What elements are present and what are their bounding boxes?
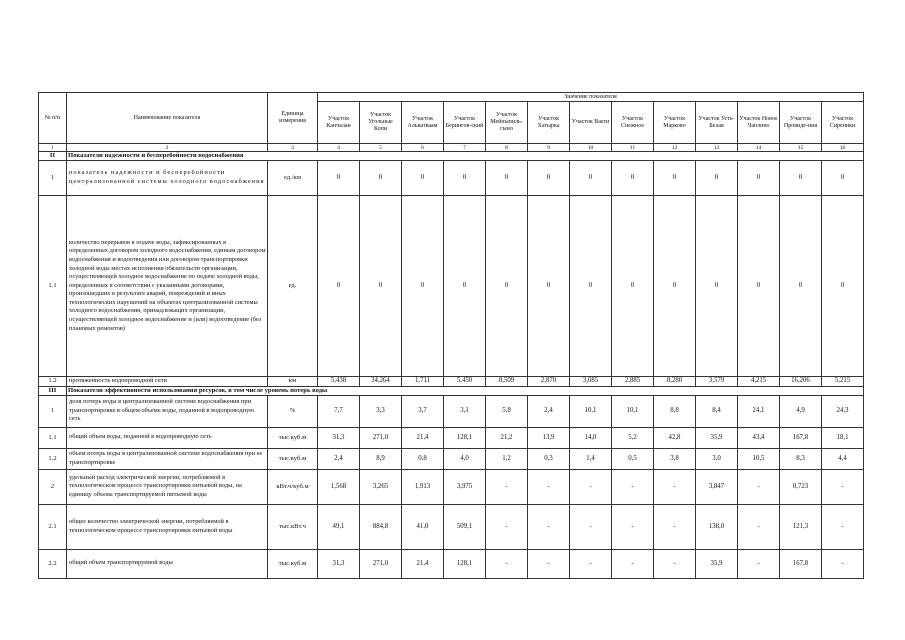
indicator-value: 0 bbox=[318, 196, 360, 377]
indicator-value: 0 bbox=[402, 196, 444, 377]
indicator-value: 2,4 bbox=[318, 448, 360, 469]
section-number: III bbox=[39, 386, 67, 395]
indicator-value: - bbox=[822, 504, 864, 549]
indicator-value: 0 bbox=[444, 196, 486, 377]
section-title: Показатели надежности и бесперебойности водоснабжения bbox=[67, 152, 864, 161]
indicator-value: 509,1 bbox=[444, 504, 486, 549]
indicator-value: 0 bbox=[738, 161, 780, 196]
indicator-name: общий объем транспортируемой воды bbox=[67, 549, 268, 578]
indicator-value: 5,2 bbox=[612, 427, 654, 448]
indicator-value: 167,8 bbox=[780, 549, 822, 578]
indicator-value: 0 bbox=[570, 161, 612, 196]
indicator-value: 0,8 bbox=[402, 448, 444, 469]
indicator-value: 3,0 bbox=[696, 448, 738, 469]
column-number: 9 bbox=[528, 144, 570, 152]
row-number: 1.1 bbox=[39, 427, 67, 448]
indicator-value: 8,9 bbox=[360, 448, 402, 469]
indicator-value: 4,4 bbox=[822, 448, 864, 469]
indicator-value: 0 bbox=[822, 161, 864, 196]
indicator-value: 5,450 bbox=[444, 377, 486, 387]
indicator-value: 3,3 bbox=[360, 395, 402, 427]
indicator-value: 0 bbox=[612, 161, 654, 196]
indicator-value: 121,3 bbox=[780, 504, 822, 549]
column-number: 8 bbox=[486, 144, 528, 152]
indicator-value: 5,8 bbox=[486, 395, 528, 427]
indicator-value: 8,280 bbox=[654, 377, 696, 387]
column-number: 3 bbox=[268, 144, 318, 152]
row-number: 1.1 bbox=[39, 196, 67, 377]
column-number: 1 bbox=[39, 144, 67, 152]
column-number: 10 bbox=[570, 144, 612, 152]
indicator-value: 21,4 bbox=[402, 549, 444, 578]
indicator-value: 21,2 bbox=[486, 427, 528, 448]
table-row bbox=[39, 504, 864, 549]
indicator-value: 0 bbox=[444, 161, 486, 196]
header-plot: Участок Алькатваам bbox=[402, 102, 444, 144]
column-number: 2 bbox=[67, 144, 268, 152]
indicator-value: 5,215 bbox=[822, 377, 864, 387]
header-plot: Участок Берингов-ский bbox=[444, 102, 486, 144]
indicator-value: 4,0 bbox=[444, 448, 486, 469]
header-plot: Участок Канчалан bbox=[318, 102, 360, 144]
row-number: 1 bbox=[39, 161, 67, 196]
indicator-value: 31,3 bbox=[318, 549, 360, 578]
indicator-name: объем потерь воды в централизованной системе водоснабжения при ее транспортировке bbox=[67, 448, 268, 469]
indicator-value: 1,2 bbox=[486, 448, 528, 469]
indicator-value: 41,0 bbox=[402, 504, 444, 549]
indicator-value: - bbox=[528, 469, 570, 504]
indicator-value: - bbox=[570, 549, 612, 578]
indicator-value: 0 bbox=[486, 196, 528, 377]
header-plot: Участок Провиде-ния bbox=[780, 102, 822, 144]
column-number: 7 bbox=[444, 144, 486, 152]
indicator-value: 0 bbox=[738, 196, 780, 377]
table-row bbox=[39, 549, 864, 578]
indicator-value: - bbox=[612, 469, 654, 504]
indicator-value: - bbox=[654, 549, 696, 578]
indicator-value: 1,4 bbox=[570, 448, 612, 469]
indicator-name: доля потерь воды в централизованной системе водоснабжения при транспортировке в общем объеме воды, поданной в водопроводную сеть bbox=[67, 395, 268, 427]
indicator-name: общее количество электрической энергии, потребляемой в технологическом процессе транспортировки питьевой воды bbox=[67, 504, 268, 549]
header-no: № п/п bbox=[39, 93, 67, 144]
table-row bbox=[39, 196, 864, 377]
indicator-value: 0 bbox=[780, 196, 822, 377]
table-row bbox=[39, 427, 864, 448]
indicator-unit: ед. bbox=[268, 196, 318, 377]
indicator-value: 0 bbox=[696, 161, 738, 196]
indicator-value: 0,723 bbox=[780, 469, 822, 504]
indicator-unit: ед./км bbox=[268, 161, 318, 196]
indicator-value: 3,7 bbox=[402, 395, 444, 427]
indicator-unit: тыс.куб.м bbox=[268, 448, 318, 469]
indicator-value: 10,1 bbox=[570, 395, 612, 427]
indicator-value: 128,1 bbox=[444, 549, 486, 578]
column-number: 14 bbox=[738, 144, 780, 152]
indicator-value: 3,8 bbox=[654, 448, 696, 469]
indicator-value: 0,5 bbox=[612, 448, 654, 469]
header-plot: Участок Усть-Белая bbox=[696, 102, 738, 144]
indicator-value: - bbox=[738, 549, 780, 578]
indicator-name: общий объем воды, поданной в водопроводную сеть bbox=[67, 427, 268, 448]
header-plot: Участок Сиреники bbox=[822, 102, 864, 144]
indicator-value: 3,265 bbox=[360, 469, 402, 504]
indicator-value: 0 bbox=[570, 196, 612, 377]
indicator-value: - bbox=[570, 469, 612, 504]
document-page bbox=[38, 92, 864, 579]
indicator-value: - bbox=[570, 504, 612, 549]
indicator-value: 3,085 bbox=[570, 377, 612, 387]
indicator-value: 1,568 bbox=[318, 469, 360, 504]
header-plot: Участок Мейныпиль-гыно bbox=[486, 102, 528, 144]
indicator-value: 4,9 bbox=[780, 395, 822, 427]
indicator-value: - bbox=[822, 469, 864, 504]
indicator-unit: км bbox=[268, 377, 318, 387]
indicator-value: - bbox=[612, 504, 654, 549]
table-row bbox=[39, 377, 864, 387]
table-row bbox=[39, 161, 864, 196]
indicator-value: 16,206 bbox=[780, 377, 822, 387]
indicator-value: - bbox=[528, 549, 570, 578]
header-plot: Участок Ваеги bbox=[570, 102, 612, 144]
indicator-value: - bbox=[654, 504, 696, 549]
indicator-value: 884,8 bbox=[360, 504, 402, 549]
indicator-value: 2,4 bbox=[528, 395, 570, 427]
indicator-name: протяженность водопроводной сети bbox=[67, 377, 268, 387]
indicator-value: 1,913 bbox=[402, 469, 444, 504]
indicator-unit: кВт.ч/куб.м bbox=[268, 469, 318, 504]
column-number: 15 bbox=[780, 144, 822, 152]
column-number: 16 bbox=[822, 144, 864, 152]
indicator-value: 3,975 bbox=[444, 469, 486, 504]
indicator-value: 43,4 bbox=[738, 427, 780, 448]
section-title: Показатели эффективности использования ресурсов, в том числе уровень потерь воды bbox=[67, 386, 864, 395]
row-number: 1.2 bbox=[39, 448, 67, 469]
header-plot: Участок Снежное bbox=[612, 102, 654, 144]
indicator-value: - bbox=[738, 504, 780, 549]
indicators-table bbox=[38, 92, 864, 579]
indicator-value: 3,1 bbox=[444, 395, 486, 427]
indicator-value: 271,0 bbox=[360, 427, 402, 448]
indicator-value: 4,215 bbox=[738, 377, 780, 387]
indicator-value: 0 bbox=[318, 161, 360, 196]
indicator-name: количество перерывов в подаче воды, зафиксированных в определенных договором холодного водоснабжения, единым договором водоснабжения и водоотведения или договором транспортировки холодной воды местах исполнения обязательств организации, осуществляющей холодное водоснабжение по подаче холодной воды, определенных в соответствии с указанными договорами, произошедших в результате аварий, повреждений и иных технологических нарушений на объектах централизованной системы холодного водоснабжения, принадлежащих организации, осуществляющей холодное водоснабжение и (или) водоотведение (без плановых ремонтов) bbox=[67, 196, 268, 377]
header-plot: Участок Хатырка bbox=[528, 102, 570, 144]
header-unit: Единица измерения bbox=[268, 93, 318, 144]
table-row bbox=[39, 395, 864, 427]
indicator-value: 31,3 bbox=[318, 427, 360, 448]
indicator-value: - bbox=[822, 549, 864, 578]
indicator-value: 8,509 bbox=[486, 377, 528, 387]
section-number: II bbox=[39, 152, 67, 161]
header-values-group: Значение показателя bbox=[318, 93, 864, 102]
indicator-value: 271,0 bbox=[360, 549, 402, 578]
indicator-value: - bbox=[654, 469, 696, 504]
indicator-value: 35,9 bbox=[696, 549, 738, 578]
indicator-value: 49,1 bbox=[318, 504, 360, 549]
table-row bbox=[39, 448, 864, 469]
indicator-value: 0 bbox=[402, 161, 444, 196]
indicator-value: 128,1 bbox=[444, 427, 486, 448]
indicator-value: 2,885 bbox=[612, 377, 654, 387]
column-number: 4 bbox=[318, 144, 360, 152]
header-plot: Участок Марково bbox=[654, 102, 696, 144]
column-number: 11 bbox=[612, 144, 654, 152]
indicator-value: - bbox=[738, 469, 780, 504]
indicator-name: показатель надежности и бесперебойности централизованной системы холодного водоснабжения bbox=[67, 161, 268, 196]
row-number: 1.2 bbox=[39, 377, 67, 387]
indicator-unit: % bbox=[268, 395, 318, 427]
header-plot: Участок Угольные Копи bbox=[360, 102, 402, 144]
indicator-value: 0 bbox=[612, 196, 654, 377]
row-number: 1 bbox=[39, 395, 67, 427]
indicator-value: 138,0 bbox=[696, 504, 738, 549]
column-number: 12 bbox=[654, 144, 696, 152]
indicator-value: 35,9 bbox=[696, 427, 738, 448]
header-plot: Участок Новое Чаплино bbox=[738, 102, 780, 144]
column-number: 6 bbox=[402, 144, 444, 152]
indicator-value: 0 bbox=[528, 161, 570, 196]
indicator-value: 10,5 bbox=[738, 448, 780, 469]
indicator-name: удельный расход электрической энергии, потребляемой в технологическом процессе транспортировки питьевой воды, на единицу объема транспортируемой питьевой воды bbox=[67, 469, 268, 504]
indicator-value: 2,870 bbox=[528, 377, 570, 387]
indicator-value: 10,1 bbox=[612, 395, 654, 427]
indicator-unit: тыс.куб.м bbox=[268, 549, 318, 578]
indicator-value: 8,8 bbox=[654, 395, 696, 427]
indicator-value: 1,711 bbox=[402, 377, 444, 387]
indicator-unit: тыс.кВт.ч bbox=[268, 504, 318, 549]
indicator-value: - bbox=[612, 549, 654, 578]
indicator-value: 0 bbox=[486, 161, 528, 196]
indicator-value: 34,264 bbox=[360, 377, 402, 387]
table-row bbox=[39, 469, 864, 504]
row-number: 2 bbox=[39, 469, 67, 504]
indicator-value: 21,4 bbox=[402, 427, 444, 448]
indicator-value: 8,3 bbox=[780, 448, 822, 469]
indicator-value: 0 bbox=[780, 161, 822, 196]
indicator-value: 42,8 bbox=[654, 427, 696, 448]
indicator-value: 3,579 bbox=[696, 377, 738, 387]
indicator-value: - bbox=[486, 504, 528, 549]
header-name: Наименование показателя bbox=[67, 93, 268, 144]
indicator-value: 14,0 bbox=[570, 427, 612, 448]
indicator-value: 0 bbox=[654, 161, 696, 196]
indicator-value: 0 bbox=[696, 196, 738, 377]
column-number: 13 bbox=[696, 144, 738, 152]
indicator-value: - bbox=[486, 469, 528, 504]
indicator-value: 13,9 bbox=[528, 427, 570, 448]
indicator-value: 24,3 bbox=[822, 395, 864, 427]
row-number: 2.1 bbox=[39, 504, 67, 549]
indicator-value: 0 bbox=[360, 161, 402, 196]
indicator-value: 0 bbox=[654, 196, 696, 377]
indicator-value: - bbox=[486, 549, 528, 578]
row-number: 2.2 bbox=[39, 549, 67, 578]
indicator-value: 3,847 bbox=[696, 469, 738, 504]
indicator-value: 167,8 bbox=[780, 427, 822, 448]
indicator-value: 0 bbox=[528, 196, 570, 377]
indicator-value: 18,1 bbox=[822, 427, 864, 448]
indicator-value: 0 bbox=[822, 196, 864, 377]
indicator-value: 24,1 bbox=[738, 395, 780, 427]
indicator-value: 0 bbox=[360, 196, 402, 377]
indicator-value: - bbox=[528, 504, 570, 549]
indicator-value: 8,4 bbox=[696, 395, 738, 427]
column-number: 5 bbox=[360, 144, 402, 152]
indicator-value: 5,438 bbox=[318, 377, 360, 387]
indicator-value: 0,3 bbox=[528, 448, 570, 469]
indicator-value: 7,7 bbox=[318, 395, 360, 427]
indicator-unit: тыс.куб.м bbox=[268, 427, 318, 448]
